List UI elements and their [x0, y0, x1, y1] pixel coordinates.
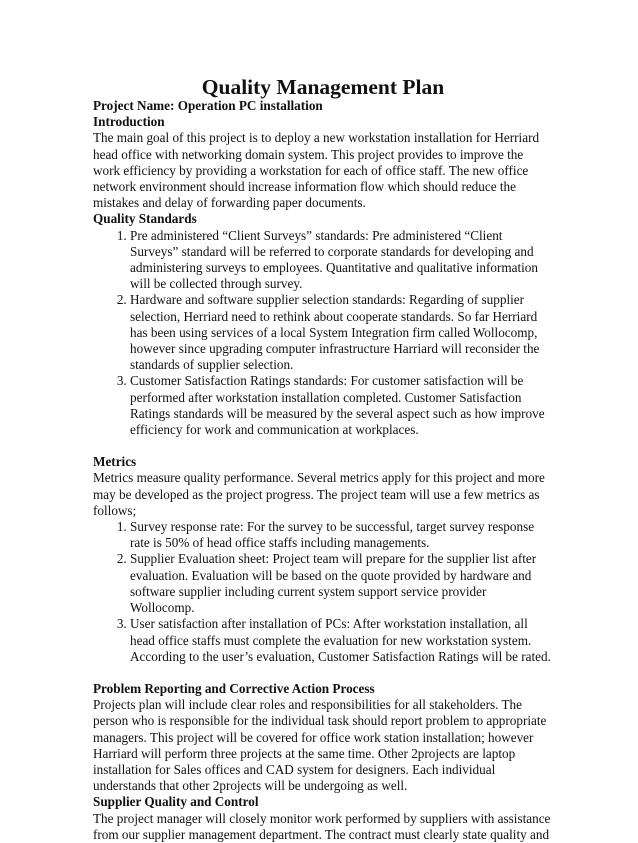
document-title: Quality Management Plan — [201, 75, 445, 99]
project-name: Project Name: Operation PC installation — [93, 98, 323, 113]
list-item: 3. User satisfaction after installation of PCs: After workstation installation, all head office staffs must complete the evaluation for new workstation system. According to the user’s evaluation, Customer Satisfaction Ratings will be rated. — [130, 616, 553, 665]
metrics-list — [93, 519, 553, 665]
quality-standards-list — [93, 228, 553, 439]
list-item: 3. Customer Satisfaction Ratings standards: For customer satisfaction will be performed after workstation installation completed. Customer Satisfaction Ratings standards will be measured by the several aspect such as how improve efficiency for work and communication at workplaces. — [130, 373, 553, 438]
introduction-heading: Introduction — [93, 114, 165, 130]
list-item: 2. Hardware and software supplier selection standards: Regarding of supplier selection, Herriard need to rethink about cooperate standards. So far Herriard has been using services of a local System Integration firm called Wollocomp, however since upgrading computer infrastructure Harriard will reconsider the standards of supplier selection. — [130, 292, 553, 373]
metrics-heading: Metrics — [93, 454, 137, 470]
spacer — [93, 665, 553, 681]
introduction-text: The main goal of this project is to deploy a new workstation installation for Herriard head office with networking domain system. This project provides to improve the work efficiency by providing a workstation for each of office staff. The new office network environment should increase information flow which should reduce the mistakes and delay of forwarding paper documents. — [93, 130, 540, 211]
supplier-quality-text: The project manager will closely monitor work performed by suppliers with assistance from our supplier management department. The contract must clearly state quality and — [93, 810, 551, 842]
quality-standards-heading: Quality Standards — [93, 211, 197, 227]
problem-reporting-heading: Problem Reporting and Corrective Action Process — [93, 680, 375, 696]
problem-reporting-text: Projects plan will include clear roles and responsibilities for all stakeholders. The person who is responsible for the individual task should report problem to appropriate managers. This project will be covered for office work station installation; however Harriard will perform three projects at the same time. Other 2projects are laptop installation for Sales offices and CAD system for designers. Each individual understands that other 2projects will be undergoing as well. — [93, 697, 547, 794]
supplier-quality-heading: Supplier Quality and Control — [93, 794, 259, 810]
list-item: 1. Pre administered “Client Surveys” standards: Pre administered “Client Surveys” standard will be referred to corporate standards for developing and administering surveys to employees. Quantitative and qualitative information will be collected through survey. — [130, 228, 553, 293]
document-page — [93, 76, 553, 843]
metrics-text: Metrics measure quality performance. Several metrics apply for this project and more may be developed as the project progress. The project team will use a few metrics as follows; — [93, 470, 545, 518]
list-item: 1. Survey response rate: For the survey to be successful, target survey response rate is 50% of head office staffs including managements. — [130, 519, 553, 551]
spacer — [93, 438, 553, 454]
list-item: 2. Supplier Evaluation sheet: Project team will prepare for the supplier list after evaluation. Evaluation will be based on the quote provided by hardware and software supplier including current system support service provider Wollocomp. — [130, 551, 553, 616]
